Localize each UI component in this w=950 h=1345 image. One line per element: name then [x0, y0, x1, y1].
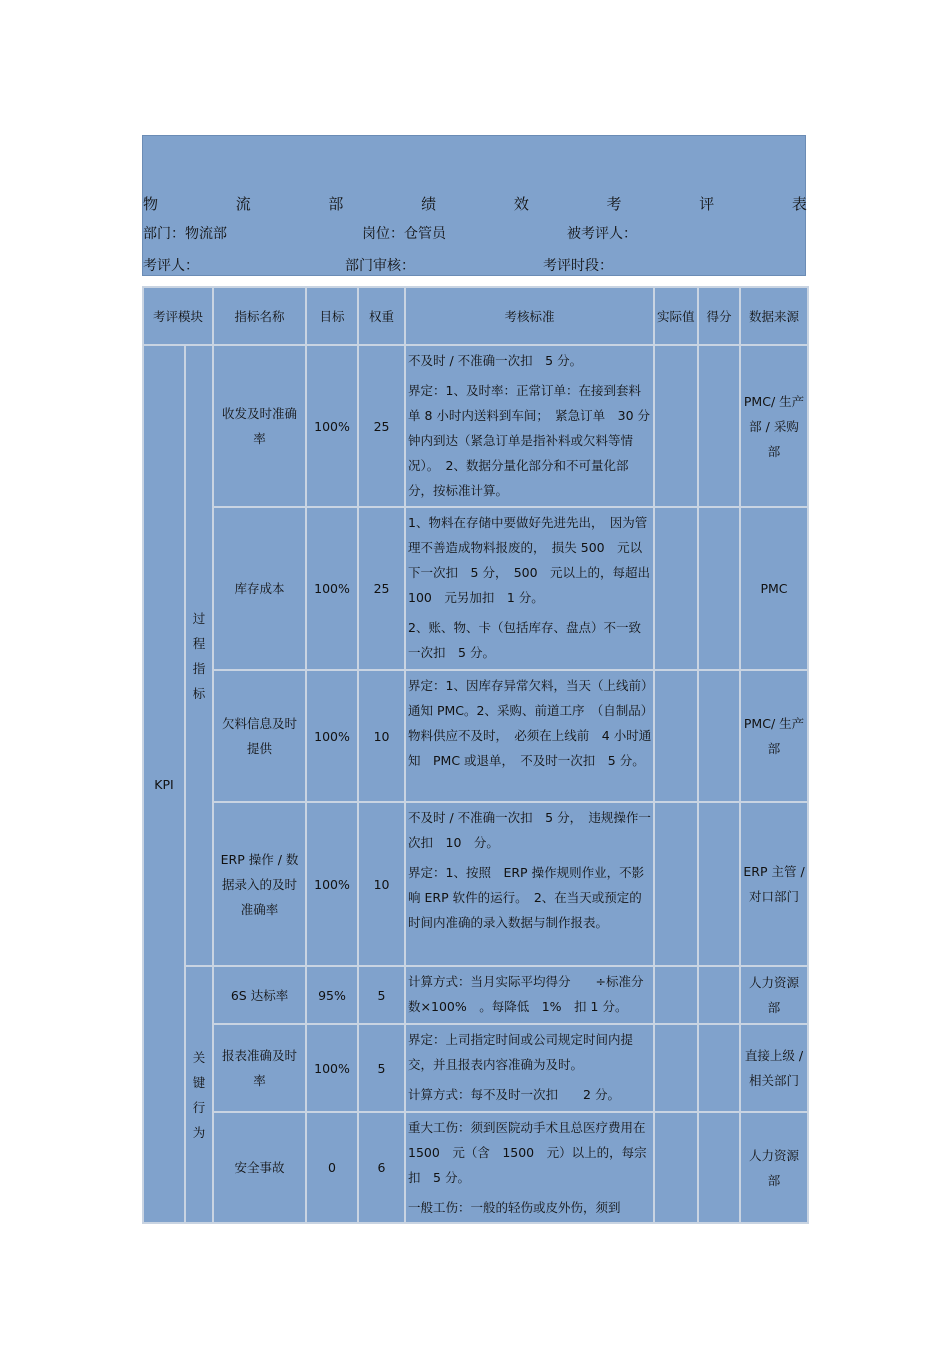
- source-cell: 人力资源部: [740, 1112, 808, 1223]
- score-cell[interactable]: [698, 1112, 740, 1223]
- standard-cell: [405, 1024, 654, 1112]
- table-row: [143, 345, 808, 507]
- standard-text: 1、物料在存储中要做好先进先出， 因为管理不善造成物料报废的， 损失 500 元以下一次扣 5 分， 500 元以上的，每超出 100 元另加扣 1 分。: [408, 515, 651, 605]
- actual-cell[interactable]: [654, 345, 698, 507]
- standard-text: 计算方式：当月实际平均得分 ÷标准分数×100% 。每降低 1% 扣 1 分。: [408, 974, 644, 1014]
- standard-text: 界定：上司指定时间或公司规定时间内提交，并且报表内容准确为及时。: [408, 1032, 634, 1072]
- actual-cell[interactable]: [654, 670, 698, 802]
- metric-name: 欠料信息及时提供: [213, 670, 306, 802]
- title-char: 部: [328, 195, 344, 213]
- standard-text: 界定：1、因库存异常欠料，当天（上线前）通知 PMC。2、采购、前道工序 （自制品）物料供应不及时， 必须在上线前 4 小时通知 PMC 或退单， 不及时一次扣 5 分。: [408, 678, 652, 768]
- col-header: 数据来源: [740, 287, 808, 345]
- weight-cell: 25: [358, 345, 405, 507]
- standard-text: 界定：1、按照 ERP 操作规则作业，不影响 ERP 软件的运行。 2、在当天或预定的时间内准确的录入数据与制作报表。: [408, 865, 645, 930]
- title-char: 效: [513, 195, 529, 213]
- source-cell: 人力资源部: [740, 966, 808, 1024]
- table-row: [143, 1112, 808, 1223]
- weight-cell: 6: [358, 1112, 405, 1223]
- col-header: 考评模块: [143, 287, 213, 345]
- title-char: 流: [235, 195, 251, 213]
- dept-review-field: 部门审核：: [345, 258, 415, 274]
- score-cell[interactable]: [698, 507, 740, 670]
- standard-text: 计算方式：每不及时一次扣 2 分。: [408, 1087, 620, 1102]
- metric-name: 收发及时准确率: [213, 345, 306, 507]
- standard-text: 重大工伤：须到医院动手术且总医疗费用在 1500 元（含 1500 元）以上的，每宗扣 5 分。: [408, 1120, 647, 1185]
- standard-cell: [405, 966, 654, 1024]
- appraisee-field: 被考评人：: [567, 226, 637, 242]
- weight-cell: 5: [358, 966, 405, 1024]
- metric-name: 安全事故: [213, 1112, 306, 1223]
- target-cell: 100%: [306, 802, 358, 966]
- table-row: [143, 1024, 808, 1112]
- kpi-table: [142, 286, 809, 1224]
- table-row: [143, 802, 808, 966]
- weight-cell: 25: [358, 507, 405, 670]
- col-header: 得分: [698, 287, 740, 345]
- actual-cell[interactable]: [654, 802, 698, 966]
- dept-field: 部门：物流部: [143, 226, 227, 242]
- metric-name: 库存成本: [213, 507, 306, 670]
- metric-name: ERP 操作 / 数据录入的及时准确率: [213, 802, 306, 966]
- target-cell: 100%: [306, 345, 358, 507]
- title-char: 表: [791, 195, 807, 213]
- group-cell-process: 过程指标: [185, 345, 213, 966]
- table-row: [143, 507, 808, 670]
- weight-cell: 10: [358, 670, 405, 802]
- standard-cell: [405, 1112, 654, 1223]
- score-cell[interactable]: [698, 345, 740, 507]
- actual-cell[interactable]: [654, 1112, 698, 1223]
- target-cell: 100%: [306, 507, 358, 670]
- target-cell: 0: [306, 1112, 358, 1223]
- actual-cell[interactable]: [654, 507, 698, 670]
- title-char: 绩: [421, 195, 437, 213]
- score-cell[interactable]: [698, 966, 740, 1024]
- period-field: 考评时段：: [543, 258, 613, 274]
- standard-cell: [405, 670, 654, 802]
- source-cell: ERP 主管 / 对口部门: [740, 802, 808, 966]
- title-char: 考: [606, 195, 622, 213]
- header-row: [143, 287, 808, 345]
- standard-cell: [405, 507, 654, 670]
- col-header: 权重: [358, 287, 405, 345]
- group-cell-behavior: 关键行为: [185, 966, 213, 1223]
- score-cell[interactable]: [698, 1024, 740, 1112]
- post-field: 岗位：仓管员: [362, 226, 446, 242]
- header-box: [142, 135, 806, 276]
- title-char: 评: [699, 195, 715, 213]
- metric-name: 6S 达标率: [213, 966, 306, 1024]
- score-cell[interactable]: [698, 802, 740, 966]
- target-cell: 100%: [306, 670, 358, 802]
- metric-name: 报表准确及时率: [213, 1024, 306, 1112]
- actual-cell[interactable]: [654, 966, 698, 1024]
- standard-text: 不及时 / 不准确一次扣 5 分， 违规操作一次扣 10 分。: [408, 810, 651, 850]
- source-cell: PMC: [740, 507, 808, 670]
- standard-cell: [405, 345, 654, 507]
- actual-cell[interactable]: [654, 1024, 698, 1112]
- weight-cell: 5: [358, 1024, 405, 1112]
- module-cell: KPI: [143, 345, 185, 1223]
- source-cell: PMC/ 生产部 / 采购部: [740, 345, 808, 507]
- col-header: 指标名称: [213, 287, 306, 345]
- standard-text: 界定：1、及时率：正常订单：在接到套料单 8 小时内送料到车间； 紧急订单 30 分钟内到达（紧急订单是指补料或欠料等情况）。 2、数据分量化部分和不可量化部分，按标准计算。: [408, 383, 651, 498]
- page-title: [143, 193, 807, 214]
- weight-cell: 10: [358, 802, 405, 966]
- standard-text: 2、账、物、卡（包括库存、盘点）不一致一次扣 5 分。: [408, 620, 641, 660]
- source-cell: 直接上级 / 相关部门: [740, 1024, 808, 1112]
- standard-text: 不及时 / 不准确一次扣 5 分。: [408, 353, 583, 368]
- col-header: 实际值: [654, 287, 698, 345]
- table-row: [143, 670, 808, 802]
- title-char: 物: [143, 195, 159, 213]
- appraiser-field: 考评人：: [143, 258, 199, 274]
- table-row: [143, 966, 808, 1024]
- score-cell[interactable]: [698, 670, 740, 802]
- col-header: 考核标准: [405, 287, 654, 345]
- target-cell: 95%: [306, 966, 358, 1024]
- standard-cell: [405, 802, 654, 966]
- source-cell: PMC/ 生产部: [740, 670, 808, 802]
- target-cell: 100%: [306, 1024, 358, 1112]
- col-header: 目标: [306, 287, 358, 345]
- standard-text: 一般工伤：一般的轻伤或皮外伤，须到: [408, 1200, 621, 1215]
